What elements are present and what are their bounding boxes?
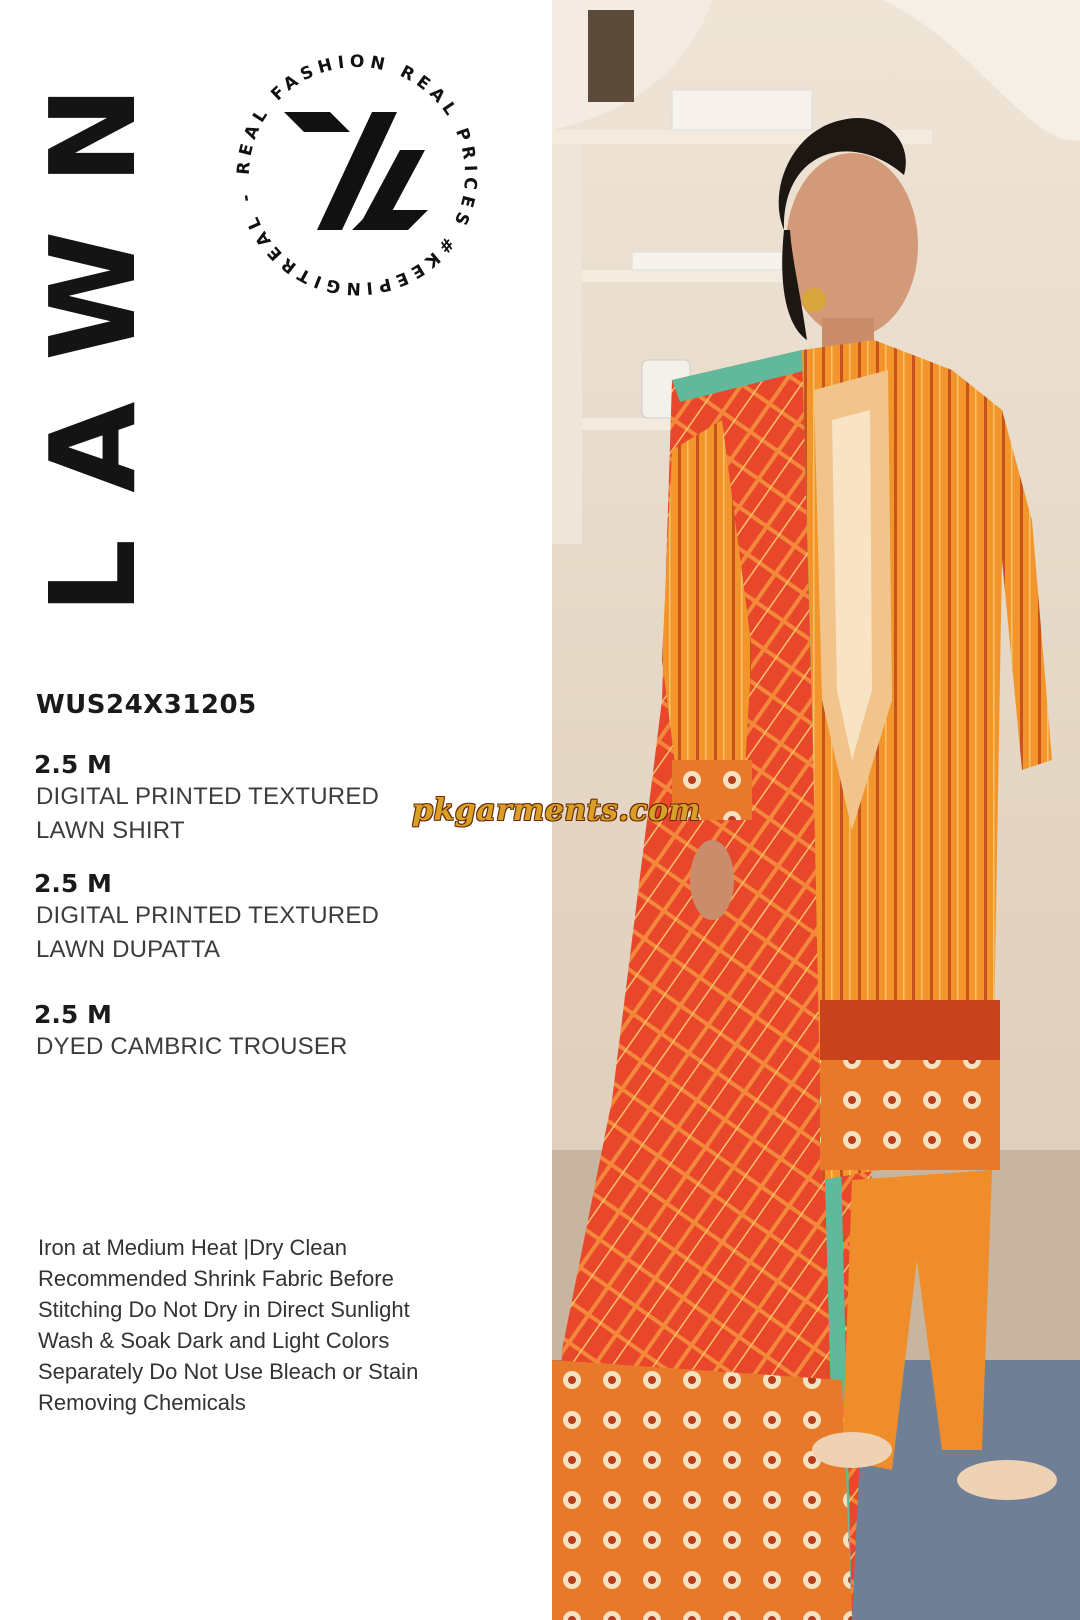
- care-instructions: Iron at Medium Heat |Dry Clean Recommended Shrink Fabric Before Stitching Do Not Dry in Direct Sunlight Wash & Soak Dark and Light Colors Separately Do Not Use Bleach or Stain Removing Chemicals: [38, 1235, 419, 1415]
- monogram-logo: [284, 112, 428, 230]
- collection-title: LAWN: [24, 39, 163, 615]
- spec-quantity: 2.5 M: [34, 1000, 112, 1029]
- seal-ring-text: REAL FASHION REAL PRICES #KEEPINGITREAL -: [233, 51, 481, 299]
- spec-quantity: 2.5 M: [34, 750, 112, 779]
- spec-dupatta: [34, 869, 379, 967]
- site-watermark: pkgarments.com: [412, 793, 701, 828]
- spec-shirt: [34, 750, 379, 848]
- spec-trouser: [34, 1000, 348, 1064]
- spec-quantity: 2.5 M: [34, 869, 112, 898]
- spec-description: DYED CAMBRIC TROUSER: [36, 1033, 348, 1060]
- brand-seal-logo: [222, 40, 492, 310]
- spec-description: DIGITAL PRINTED TEXTURED LAWN DUPATTA: [36, 902, 380, 963]
- product-code: WUS24X31205: [36, 690, 257, 720]
- spec-description: DIGITAL PRINTED TEXTURED LAWN SHIRT: [36, 783, 380, 844]
